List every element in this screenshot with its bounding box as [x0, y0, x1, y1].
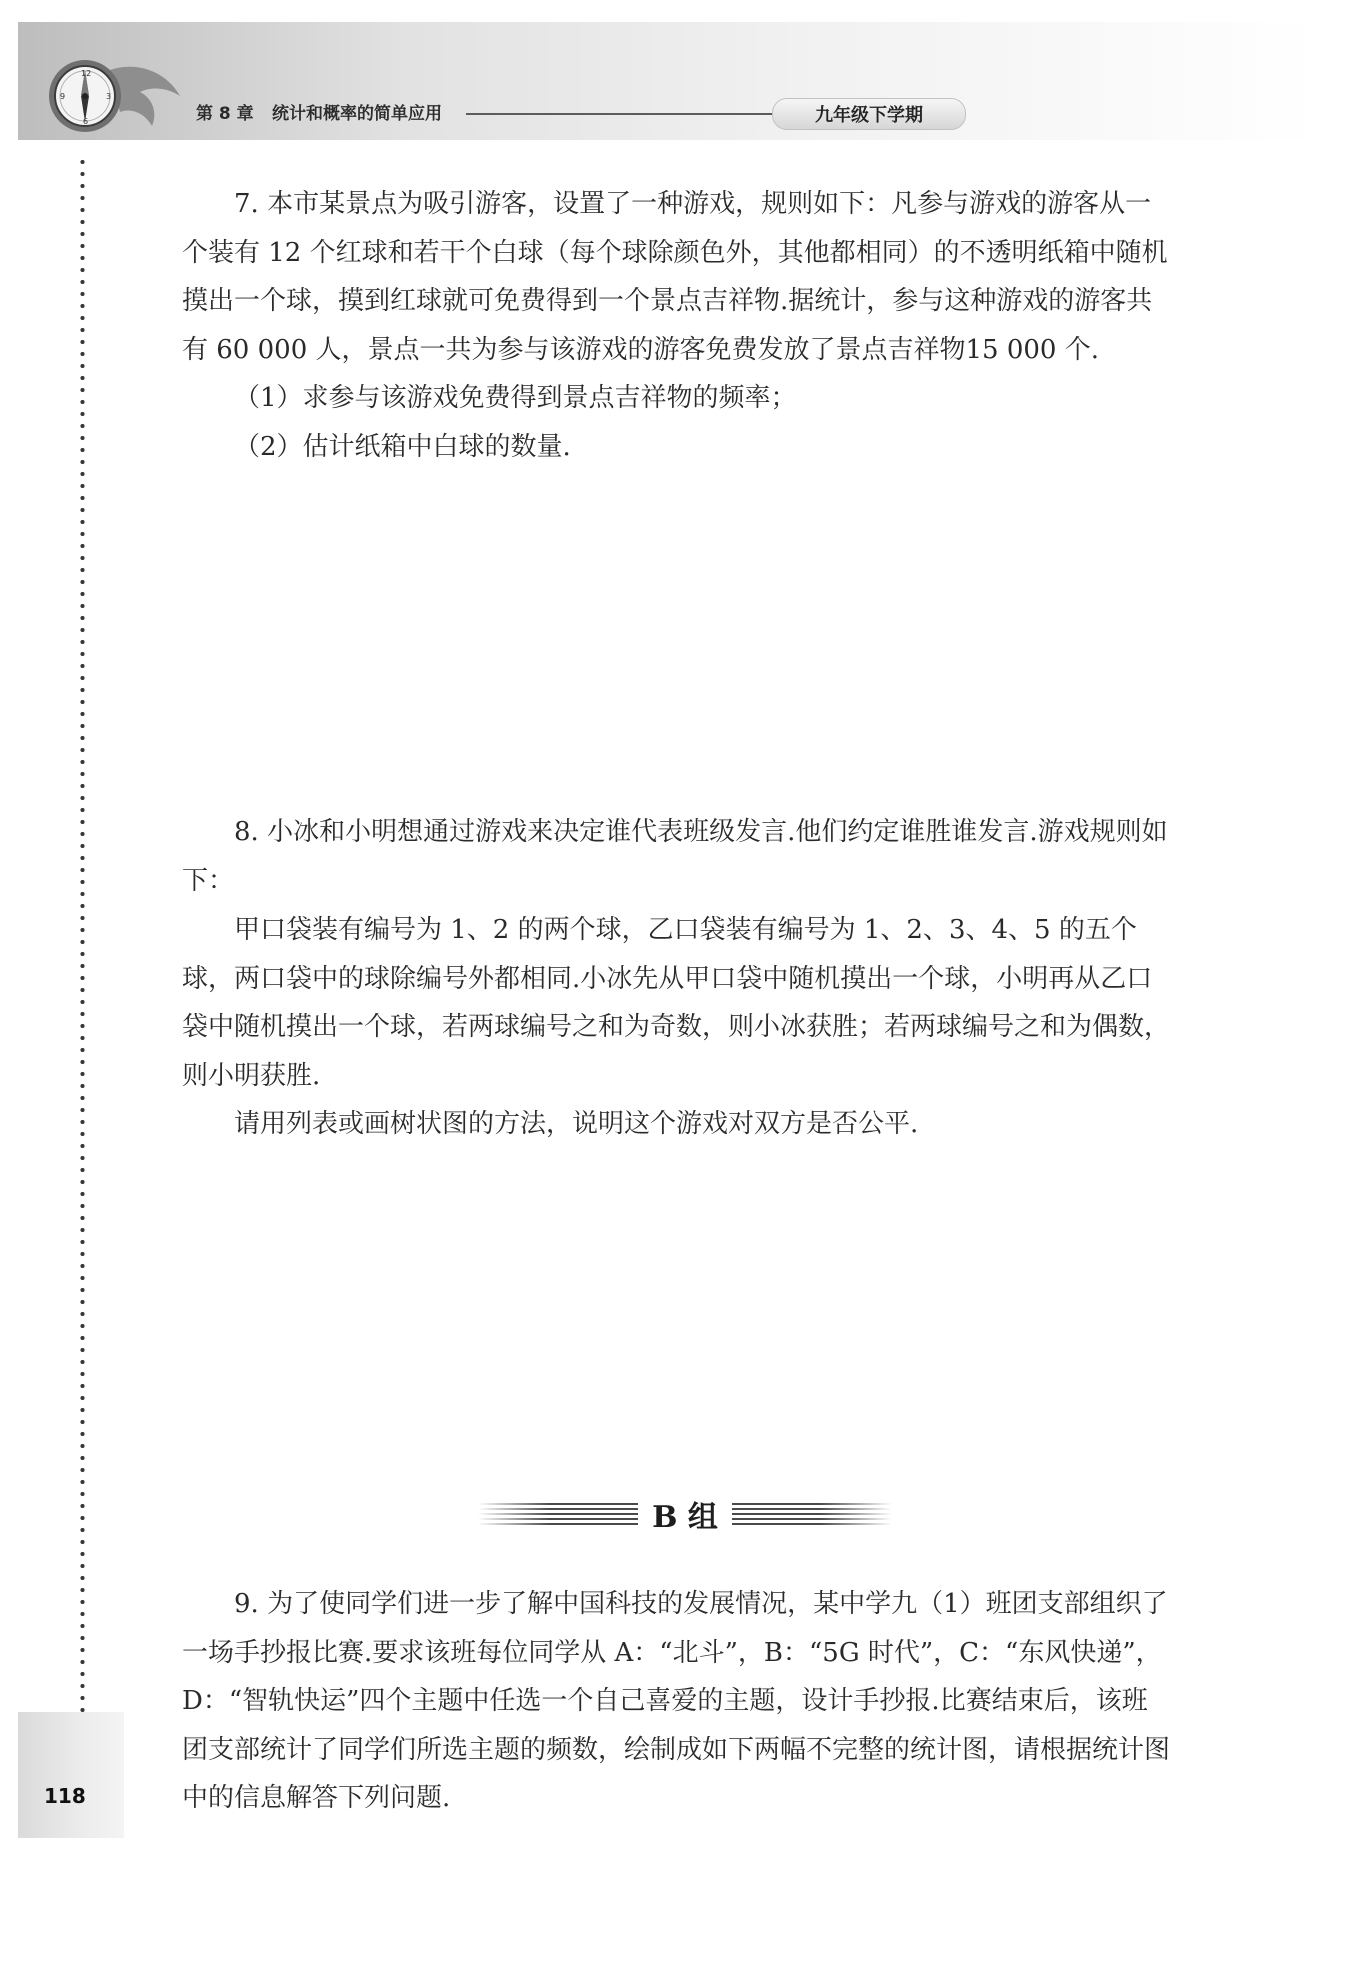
- svg-text:9: 9: [60, 92, 66, 101]
- chapter-title: 统计和概率的简单应用: [272, 104, 442, 124]
- svg-text:12: 12: [81, 69, 92, 78]
- svg-text:6: 6: [83, 117, 89, 126]
- chapter-label: 第 8 章: [196, 104, 254, 124]
- group-b-heading: [470, 1492, 900, 1536]
- problem-8-rules: 甲口袋装有编号为 1、2 的两个球，乙口袋装有编号为 1、2、3、4、5 的五个球，两口袋中的球除编号外都相同.小冰先从甲口袋中随机摸出一个球，小明再从乙口袋中随机摸出一个球，若两球编号之和为奇数，则小冰获胜；若两球编号之和为偶数，则小明获胜.: [182, 915, 1171, 1091]
- problem-7-text: 7. 本市某景点为吸引游客，设置了一种游戏，规则如下：凡参与游戏的游客从一个装有 12 个红球和若干个白球（每个球除颜色外，其他都相同）的不透明纸箱中随机摸出一个球，摸到红球就可免费得到一个景点吉祥物.据统计，参与这种游戏的游客共有 60 000 人，景点一共为参与该游戏的游客免费发放了景点吉祥物15 000 个.: [182, 189, 1168, 365]
- page-number-tab: [18, 1712, 124, 1838]
- grade-badge: [772, 98, 966, 130]
- problem-7-question-1: （1）求参与该游戏免费得到景点吉祥物的频率；: [234, 383, 797, 413]
- problem-8-text: 8. 小冰和小明想通过游戏来决定谁代表班级发言.他们约定谁胜谁发言.游戏规则如下：: [182, 817, 1168, 896]
- page-number: 118: [44, 1784, 86, 1808]
- group-b-label: B 组: [652, 1500, 718, 1535]
- compass-logo-icon: [40, 52, 190, 142]
- header-divider: [466, 113, 774, 115]
- heading-stripes-left: [478, 1503, 638, 1525]
- problem-7-question-2: （2）估计纸箱中白球的数量.: [234, 432, 571, 462]
- margin-dotted-line: [80, 156, 85, 1736]
- grade-label: 九年级下学期: [815, 105, 923, 126]
- heading-stripes-right: [732, 1503, 892, 1525]
- problem-8-question: 请用列表或画树状图的方法，说明这个游戏对双方是否公平.: [234, 1109, 919, 1139]
- problem-9-text: 9. 为了使同学们进一步了解中国科技的发展情况，某中学九（1）班团支部组织了一场手抄报比赛.要求该班每位同学从 A：“北斗”，B：“5G 时代”，C：“东风快递”，D：“智轨快运”四个主题中任选一个自己喜爱的主题，设计手抄报.比赛结束后，该班团支部统计了同学们所选主题的频数，绘制成如下两幅不完整的统计图，请根据统计图中的信息解答下列问题.: [182, 1589, 1171, 1813]
- svg-text:3: 3: [106, 92, 112, 101]
